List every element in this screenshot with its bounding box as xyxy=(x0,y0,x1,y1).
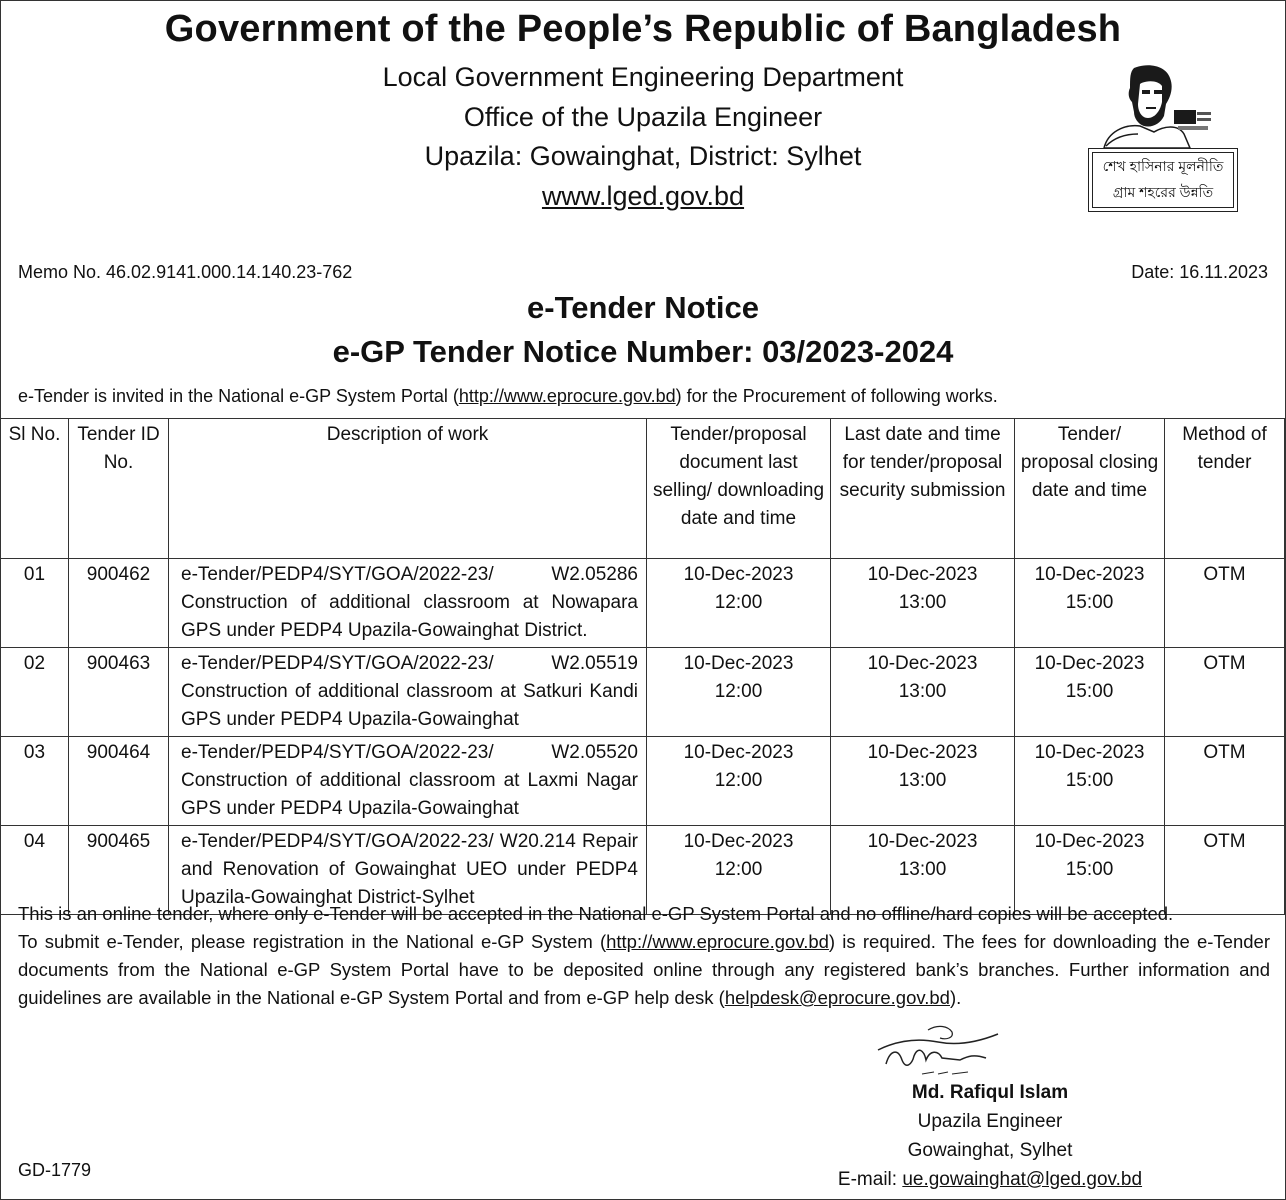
signatory-designation: Upazila Engineer xyxy=(917,1111,1063,1132)
row-sl: 04 xyxy=(1,826,69,915)
row-description: e-Tender/PEDP4/SYT/GOA/2022-23/ W2.05520 Construction of additional classroom at Laxmi Nagar GPS under PEDP4 Upazila-Gowainghat xyxy=(169,737,647,826)
notice-date: Date: 16.11.2023 xyxy=(1131,262,1268,282)
security-time: 13:00 xyxy=(898,681,947,702)
intro-after: ) for the Procurement of following works. xyxy=(675,386,998,406)
selling-date: 10-Dec-2023 xyxy=(683,653,794,674)
footer-eprocure-link[interactable]: http://www.eprocure.gov.bd xyxy=(606,931,829,952)
slogan-line-2: গ্রাম শহরের উন্নতি xyxy=(1112,184,1214,200)
closing-date: 10-Dec-2023 xyxy=(1034,564,1145,585)
signatory-block xyxy=(780,1078,1200,1194)
row-tender-id: 900465 xyxy=(69,826,169,915)
handwritten-signature xyxy=(868,1020,1008,1080)
signatory-email-line xyxy=(780,1165,1200,1194)
memo-number: Memo No. 46.02.9141.000.14.140.23-762 xyxy=(18,262,353,282)
security-date: 10-Dec-2023 xyxy=(867,653,978,674)
notice-title: e-Tender Notice xyxy=(527,290,759,325)
security-time: 13:00 xyxy=(898,859,947,880)
row-tender-id: 900463 xyxy=(69,648,169,737)
table-header-row xyxy=(1,419,1285,559)
slogan-box xyxy=(1088,148,1238,212)
office-location: Upazila: Gowainghat, District: Sylhet xyxy=(424,141,862,171)
closing-time: 15:00 xyxy=(1065,859,1114,880)
closing-date: 10-Dec-2023 xyxy=(1034,831,1145,852)
security-date: 10-Dec-2023 xyxy=(867,742,978,763)
row-method: OTM xyxy=(1165,737,1285,826)
table-row xyxy=(1,559,1285,648)
selling-date: 10-Dec-2023 xyxy=(683,831,794,852)
row-method: OTM xyxy=(1165,648,1285,737)
portrait-logo-icon xyxy=(1094,62,1218,148)
row-method: OTM xyxy=(1165,559,1285,648)
helpdesk-email-link[interactable]: helpdesk@eprocure.gov.bd xyxy=(724,987,950,1008)
eprocure-link[interactable]: http://www.eprocure.gov.bd xyxy=(458,386,676,406)
selling-time: 12:00 xyxy=(714,681,763,702)
row-security xyxy=(831,559,1015,648)
selling-time: 12:00 xyxy=(714,770,763,791)
footer-text xyxy=(18,900,1270,1012)
row-closing xyxy=(1015,648,1165,737)
row-security xyxy=(831,737,1015,826)
footer-p2-after: ). xyxy=(949,987,962,1008)
intro-text xyxy=(18,386,998,407)
table-row xyxy=(1,737,1285,826)
row-description: e-Tender/PEDP4/SYT/GOA/2022-23/ W20.214 Repair and Renovation of Gowainghat UEO under PEDP4 Upazila-Gowainghat District-Sylhet xyxy=(169,826,647,915)
signatory-email-link[interactable]: ue.gowainghat@lged.gov.bd xyxy=(902,1169,1143,1190)
row-selling xyxy=(647,559,831,648)
closing-date: 10-Dec-2023 xyxy=(1034,653,1145,674)
department-name: Local Government Engineering Department xyxy=(382,62,904,92)
row-sl: 02 xyxy=(1,648,69,737)
header-closing: Tender/ proposal closing date and time xyxy=(1015,419,1165,559)
closing-time: 15:00 xyxy=(1065,592,1114,613)
selling-date: 10-Dec-2023 xyxy=(683,564,794,585)
row-closing xyxy=(1015,737,1165,826)
security-time: 13:00 xyxy=(898,770,947,791)
row-sl: 01 xyxy=(1,559,69,648)
row-sl: 03 xyxy=(1,737,69,826)
row-tender-id: 900464 xyxy=(69,737,169,826)
security-date: 10-Dec-2023 xyxy=(867,564,978,585)
signatory-place: Gowainghat, Sylhet xyxy=(907,1140,1073,1161)
selling-time: 12:00 xyxy=(714,592,763,613)
footer-paragraph-1: This is an online tender, where only e-Tender will be accepted in the National e-GP System Portal and no offline/hard copies will be accepted. xyxy=(18,903,1174,924)
header-sl: Sl No. xyxy=(1,419,69,559)
header-security: Last date and time for tender/proposal security submission xyxy=(831,419,1015,559)
intro-before: e-Tender is invited in the National e-GP System Portal ( xyxy=(18,386,459,406)
gd-number: GD-1779 xyxy=(18,1160,92,1180)
header-tender-id: Tender ID No. xyxy=(69,419,169,559)
row-description: e-Tender/PEDP4/SYT/GOA/2022-23/ W2.05519 Construction of additional classroom at Satkuri Kandi GPS under PEDP4 Upazila-Gowainghat xyxy=(169,648,647,737)
footer-paragraph-2 xyxy=(18,928,1270,1012)
closing-time: 15:00 xyxy=(1065,681,1114,702)
footer-p2-mid: ) is required. The fees for downloading the e-Tender documents from the National e-GP System Portal have to be deposited online through any registered bank’s branches. Further information and guidelines are available in the National e-GP System Portal and from e-GP help desk ( xyxy=(18,931,1270,1008)
footer-p2-before: To submit e-Tender, please registration in the National e-GP System ( xyxy=(18,931,607,952)
selling-date: 10-Dec-2023 xyxy=(683,742,794,763)
closing-date: 10-Dec-2023 xyxy=(1034,742,1145,763)
tender-table xyxy=(0,418,1285,915)
table-row xyxy=(1,648,1285,737)
email-label: E-mail: xyxy=(837,1169,903,1190)
row-selling xyxy=(647,648,831,737)
website-link[interactable]: www.lged.gov.bd xyxy=(541,181,745,211)
office-name: Office of the Upazila Engineer xyxy=(463,102,823,132)
security-date: 10-Dec-2023 xyxy=(867,831,978,852)
header-method: Method of tender xyxy=(1165,419,1285,559)
notice-number: e-GP Tender Notice Number: 03/2023-2024 xyxy=(332,334,954,369)
government-title: Government of the People’s Republic of Bangladesh xyxy=(164,8,1122,50)
header-selling: Tender/proposal document last selling/ downloading date and time xyxy=(647,419,831,559)
row-selling xyxy=(647,737,831,826)
selling-time: 12:00 xyxy=(714,859,763,880)
row-closing xyxy=(1015,559,1165,648)
signatory-name: Md. Rafiqul Islam xyxy=(911,1082,1069,1103)
closing-time: 15:00 xyxy=(1065,770,1114,791)
row-method: OTM xyxy=(1165,826,1285,915)
row-tender-id: 900462 xyxy=(69,559,169,648)
row-description: e-Tender/PEDP4/SYT/GOA/2022-23/ W2.05286 Construction of additional classroom at Nowapara GPS under PEDP4 Upazila-Gowainghat District. xyxy=(169,559,647,648)
security-time: 13:00 xyxy=(898,592,947,613)
row-security xyxy=(831,648,1015,737)
slogan-line-1: শেখ হাসিনার মূলনীতি xyxy=(1102,158,1224,174)
header-description: Description of work xyxy=(169,419,647,559)
